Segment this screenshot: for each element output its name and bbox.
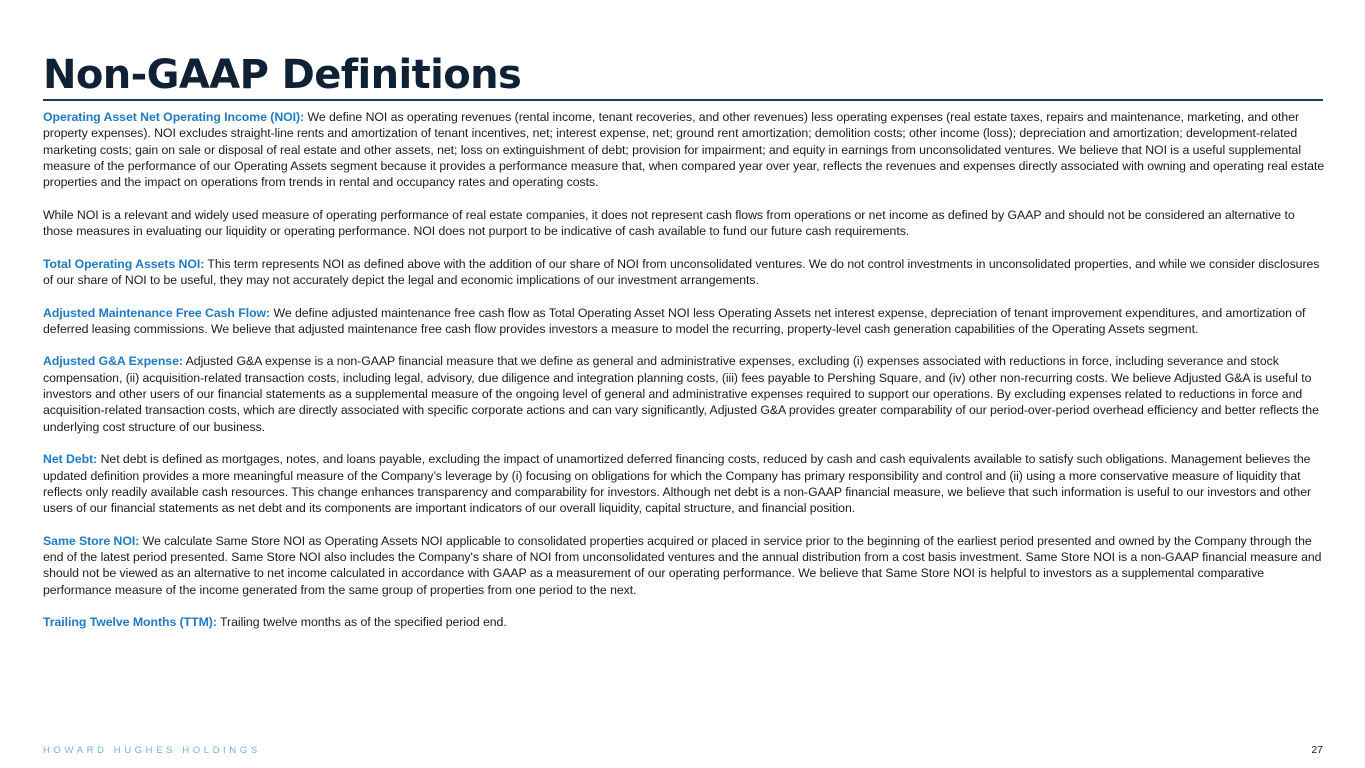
definition-net-debt: [43, 451, 1327, 516]
definition-text: We define adjusted maintenance free cash flow as Total Operating Asset NOI less Operating Assets net interest expense, depreciation of tenant improvement expenditures, and amortization of deferred leasing commissions. We believe that adjusted maintenance free cash flow provides investors a measure to model the recurring, property-level cash generation capabilities of the Operating Assets segment.: [43, 305, 1306, 336]
definition-ttm: [43, 614, 1327, 630]
definition-text: We define NOI as operating revenues (rental income, tenant recoveries, and other revenues) less operating expenses (real estate taxes, repairs and maintenance, marketing, and other property expenses). NOI excludes straight-line rents and amortization of tenant incentives, net; interest expense, net; ground rent amortization; demolition costs; other income (loss); depreciation and amortization; development-related marketing costs; gain on sale or disposal of real estate and other assets, net; loss on extinguishment of debt; provision for impairment; and equity in earnings from unconsolidated ventures. We believe that NOI is a useful supplemental measure of the performance of our Operating Assets segment because it provides a performance measure that, when compared year over year, reflects the revenues and expenses directly associated with owning and operating real estate properties and the impact on operations from trends in rental and occupancy rates and operating costs.: [43, 110, 1325, 190]
definition-text: Adjusted G&A expense is a non-GAAP financial measure that we define as general and administrative expenses, excluding (i) expenses associated with reductions in force, including severance and stock compensation, (ii) acquisition-related transaction costs, including legal, advisory, due diligence and integration planning costs, (iii) fees payable to Pershing Square, and (iv) other non-recurring costs. We believe Adjusted G&A is useful to investors and other users of our financial statements as a supplemental measure of the ongoing level of general and administrative expenses required to support our operations. By excluding expenses related to reductions in force and acquisition-related transaction costs, which are directly associated with specific corporate actions and can vary significantly, Adjusted G&A provides greater comparability of our period-over-period overhead efficiency and better reflects the underlying cost structure of our business.: [43, 354, 1319, 434]
definition-text: Net debt is defined as mortgages, notes, and loans payable, excluding the impact of unamortized deferred financing costs, reduced by cash and cash equivalents available to satisfy such obligations. Management believes the updated definition provides a more meaningful measure of the Company’s leverage by (i) focusing on obligations for which the Company has primary responsibility and control and (ii) using a more conservative measure of liquidity that reflects only readily available cash resources. This change enhances transparency and comparability for investors. Although net debt is a non-GAAP financial measure, we believe that such information is useful to our investors and other users of our financial statements as net debt and its components are important indicators of our overall liquidity, capital structure, and financial position.: [43, 452, 1312, 516]
definition-term: Operating Asset Net Operating Income (NOI):: [43, 110, 305, 124]
title-divider: [43, 99, 1323, 101]
definition-text: We calculate Same Store NOI as Operating Assets NOI applicable to consolidated properties acquired or placed in service prior to the beginning of the earliest period presented and owned by the Company through the end of the latest period presented. Same Store NOI also includes the Company's share of NOI from unconsolidated ventures and the annual distribution from a cost basis investment. Same Store NOI is a non-GAAP financial measure and should not be viewed as an alternative to net income calculated in accordance with GAAP as a measurement of our operating performance. We believe that Same Store NOI is helpful to investors as a supplemental comparative performance measure of the income generated from the same group of properties from one period to the next.: [43, 533, 1322, 597]
definitions-list: [43, 109, 1327, 647]
footer-brand-logo: HOWARD HUGHES HOLDINGS: [43, 745, 261, 756]
definition-text: While NOI is a relevant and widely used measure of operating performance of real estate companies, it does not represent cash flows from operations or net income as defined by GAAP and should not be considered an alternative to those measures in evaluating our liquidity or operating performance. NOI does not purport to be indicative of cash available to fund our future cash requirements.: [43, 207, 1295, 239]
definition-total-operating-assets-noi: [43, 256, 1327, 289]
definition-term: Same Store NOI:: [43, 533, 140, 548]
definition-text: Trailing twelve months as of the specified period end.: [220, 615, 507, 630]
definition-term: Adjusted G&A Expense:: [43, 354, 183, 369]
definition-term: Adjusted Maintenance Free Cash Flow:: [43, 305, 271, 320]
definition-adjusted-ga-expense: [43, 353, 1327, 434]
definition-term: Trailing Twelve Months (TTM):: [43, 615, 217, 630]
page-title: Non-GAAP Definitions: [43, 52, 522, 98]
definition-same-store-noi: [43, 533, 1327, 598]
definition-term: Total Operating Assets NOI:: [43, 256, 205, 271]
definition-noi-caveat: [43, 207, 1327, 240]
definition-adjusted-maintenance-fcf: [43, 305, 1327, 338]
definition-noi: [43, 109, 1327, 190]
definition-text: This term represents NOI as defined above with the addition of our share of NOI from unconsolidated ventures. We do not control investments in unconsolidated properties, and while we consider disclosures of our share of NOI to be useful, they may not accurately depict the legal and economic implications of our investment arrangements.: [43, 256, 1320, 287]
page-number: 27: [1311, 744, 1323, 756]
definition-term: Net Debt:: [43, 452, 98, 467]
